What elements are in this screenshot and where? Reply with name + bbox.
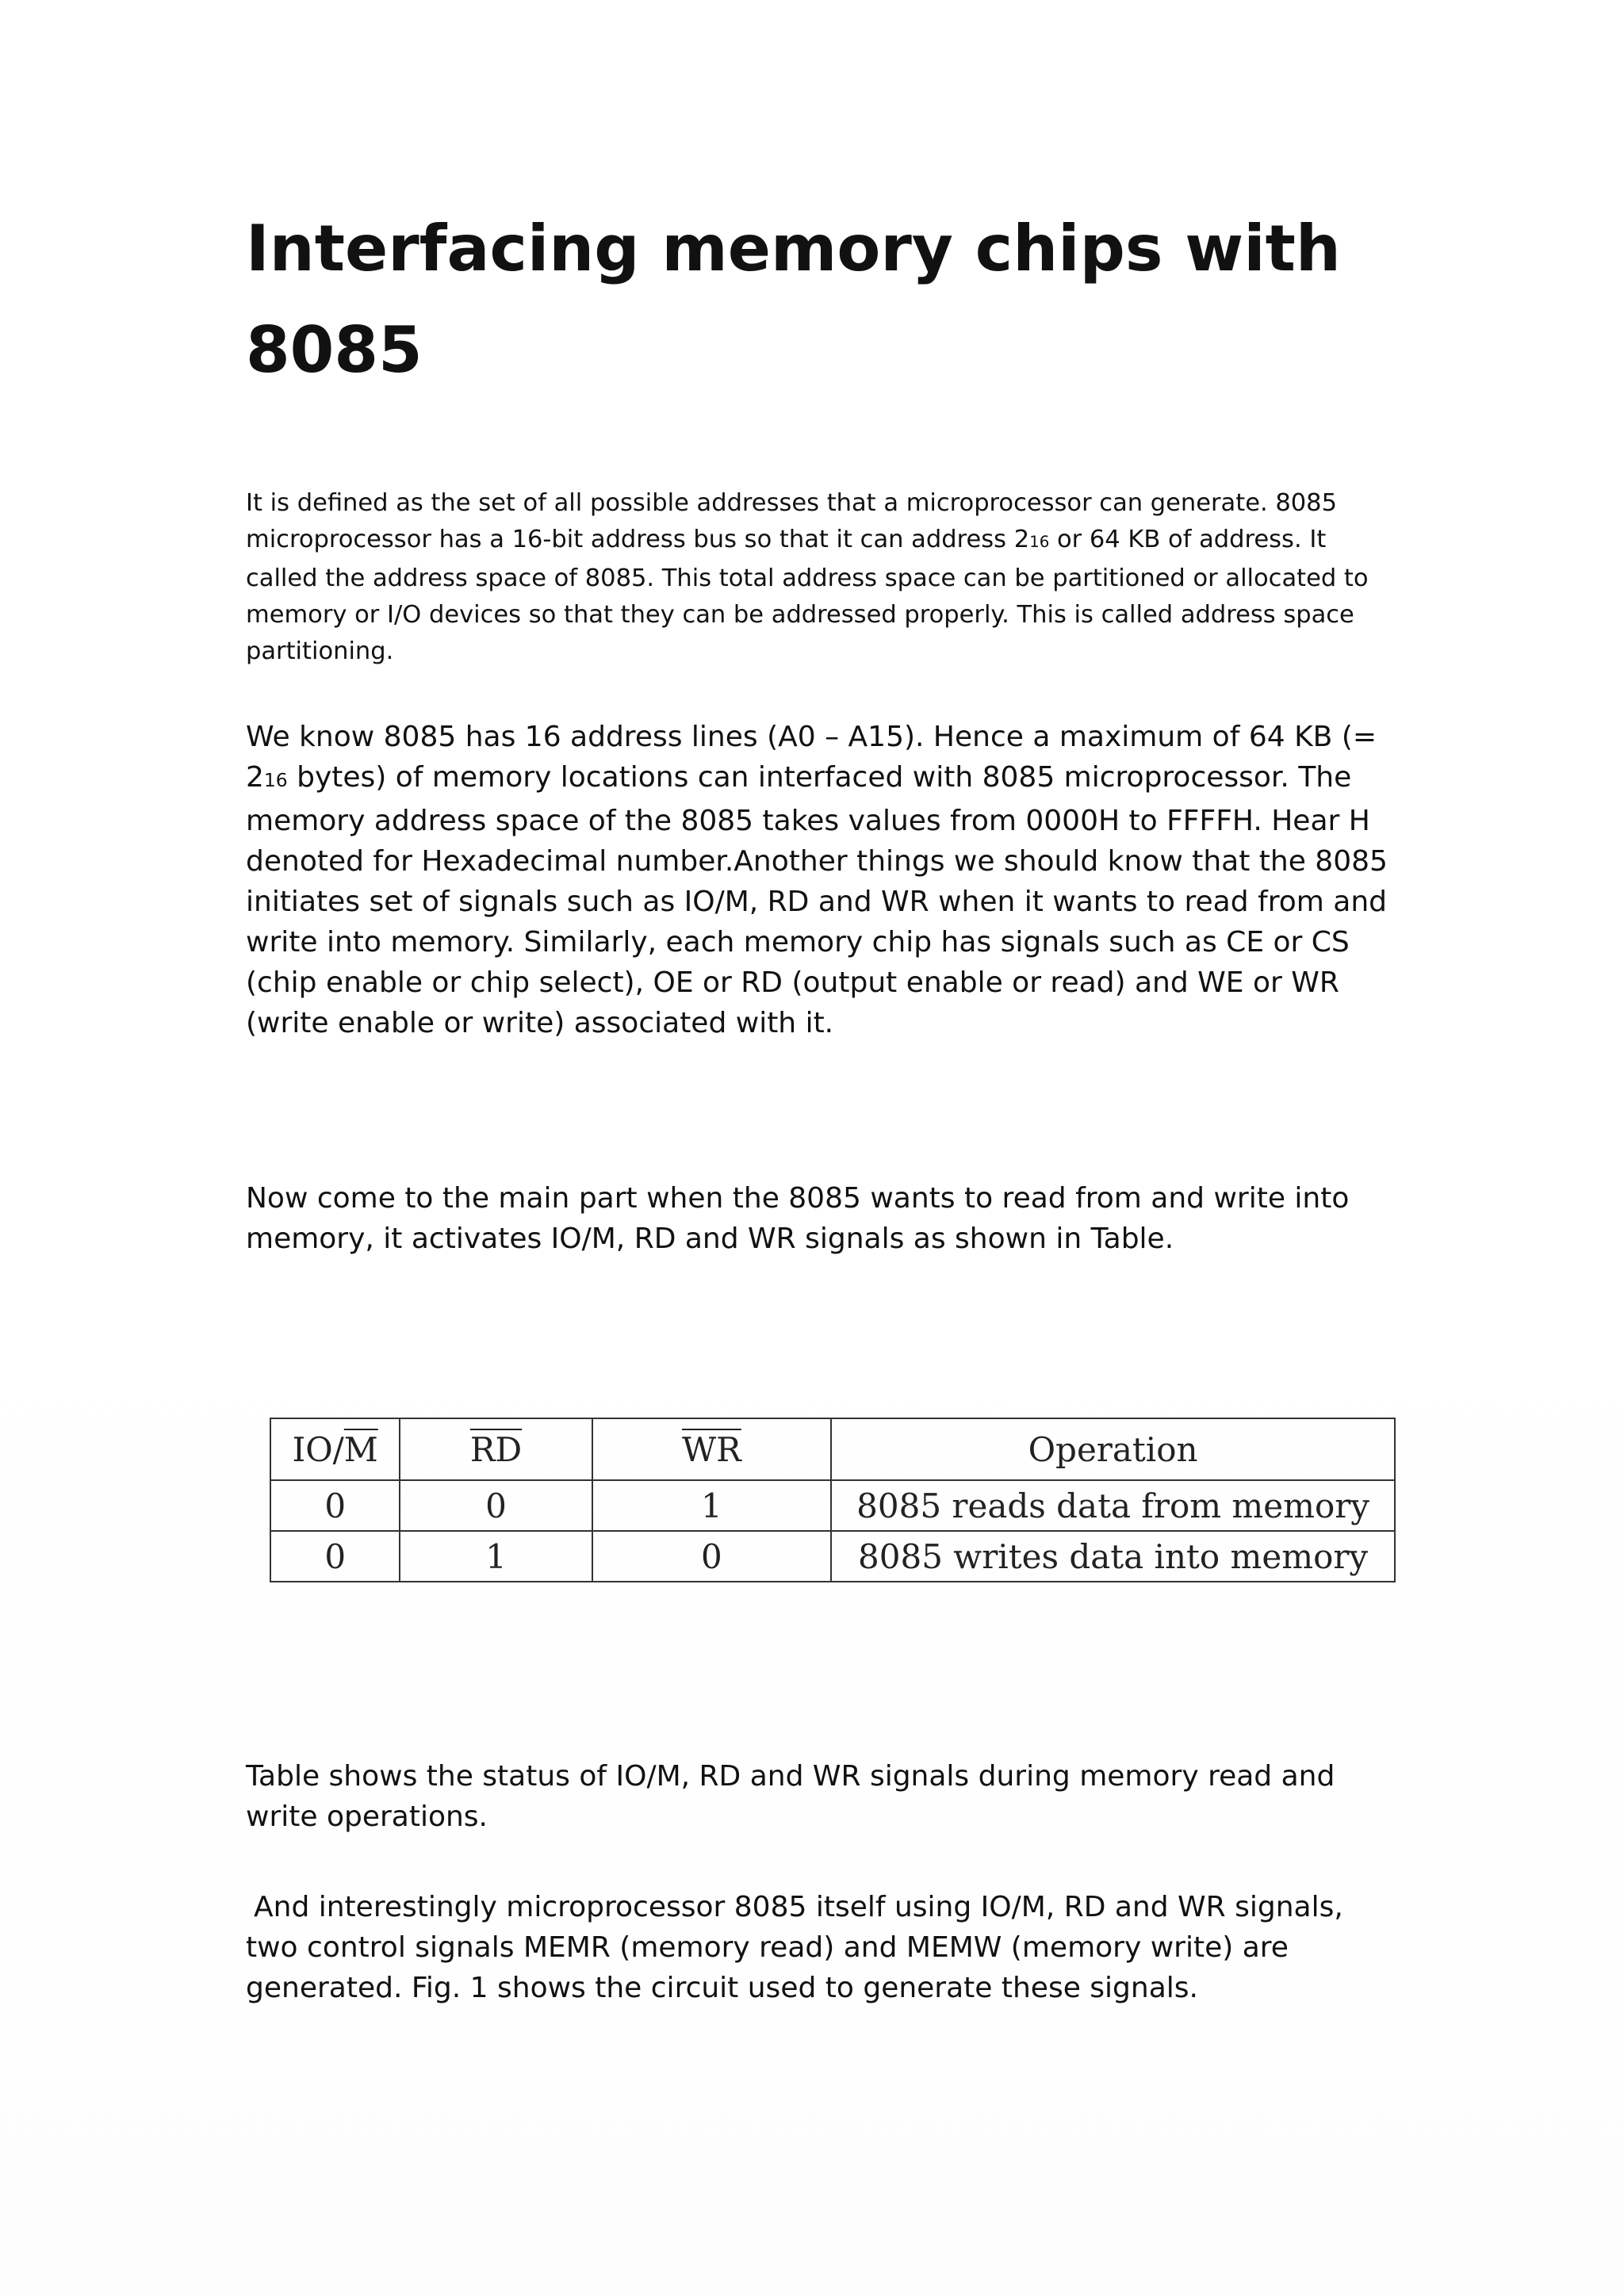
- signal-status-table: [270, 1418, 1396, 1582]
- table-row: [270, 1480, 1395, 1531]
- paragraph-text: bytes) of memory locations can interfaced with 8085 microprocessor. The memory address space of the 8085 takes values from 0000H to FFFFH. Hear H denoted for Hexadecimal number.Another things we should know that the 8085 initiates set of signals such as IO/M, RD and WR when it wants to read from and write into memory. Similarly, each memory chip has signals such as CE or CS (chip enable or chip select), OE or RD (output enable or read) and WE or WR (write enable or write) associated with it.: [246, 761, 1388, 1039]
- cell-operation: 8085 reads data from memory: [831, 1480, 1395, 1531]
- subscript-exponent: 16: [263, 769, 288, 791]
- paragraph-address-lines: [246, 717, 1388, 1043]
- header-rd-label: $\overline{RD}$: [469, 1429, 523, 1469]
- paragraph-table-caption: Table shows the status of IO/M, RD and WR signals during memory read and write operations.: [246, 1760, 1335, 1833]
- paragraph-address-space: [246, 485, 1376, 670]
- cell-operation: 8085 writes data into memory: [831, 1531, 1395, 1582]
- header-operation: Operation: [831, 1418, 1395, 1480]
- table-row: [270, 1531, 1395, 1582]
- cell-io-m: 0: [270, 1531, 400, 1582]
- paragraph-text: We know 8085 has 16 address lines (A0 – A15). Hence a maximum of 64 KB (= 2: [246, 721, 1377, 794]
- header-wr-label: $\overline{WR}$: [681, 1429, 741, 1469]
- page-title: Interfacing memory chips with 8085: [246, 212, 1341, 387]
- header-rd: [400, 1418, 592, 1480]
- table-header-row: [270, 1418, 1395, 1480]
- cell-io-m: 0: [270, 1480, 400, 1531]
- header-io-m-bar: $\overline{M}$: [343, 1429, 378, 1469]
- cell-wr: 0: [592, 1531, 832, 1582]
- cell-wr: 1: [592, 1480, 832, 1531]
- subscript-exponent: 16: [1029, 533, 1050, 551]
- header-io-m: [270, 1418, 400, 1480]
- paragraph-text: And interestingly microprocessor 8085 itself using IO/M, RD and WR signals, two control signals MEMR (memory read) and MEMW (memory write) are generated. Fig. 1 shows the circuit used to generate these signals.: [246, 1891, 1343, 2004]
- header-wr: [592, 1418, 832, 1480]
- header-io-prefix: IO/: [292, 1429, 344, 1469]
- paragraph-text: or 64 KB of address. It called the address space of 8085. This total address space can be partitioned or allocated to memory or I/O devices so that they can be addressed properly. This is called address space partitioning.: [246, 526, 1369, 665]
- cell-rd: 1: [400, 1531, 592, 1582]
- paragraph-control-signals: [246, 1887, 1388, 2008]
- paragraph-main-part: Now come to the main part when the 8085 wants to read from and write into memory, it activates IO/M, RD and WR signals as shown in Table.: [246, 1182, 1350, 1255]
- cell-rd: 0: [400, 1480, 592, 1531]
- paragraph-text: It is defined as the set of all possible addresses that a microprocessor can generate. 8085 microprocessor has a 16-bit address bus so that it can address 2: [246, 489, 1337, 553]
